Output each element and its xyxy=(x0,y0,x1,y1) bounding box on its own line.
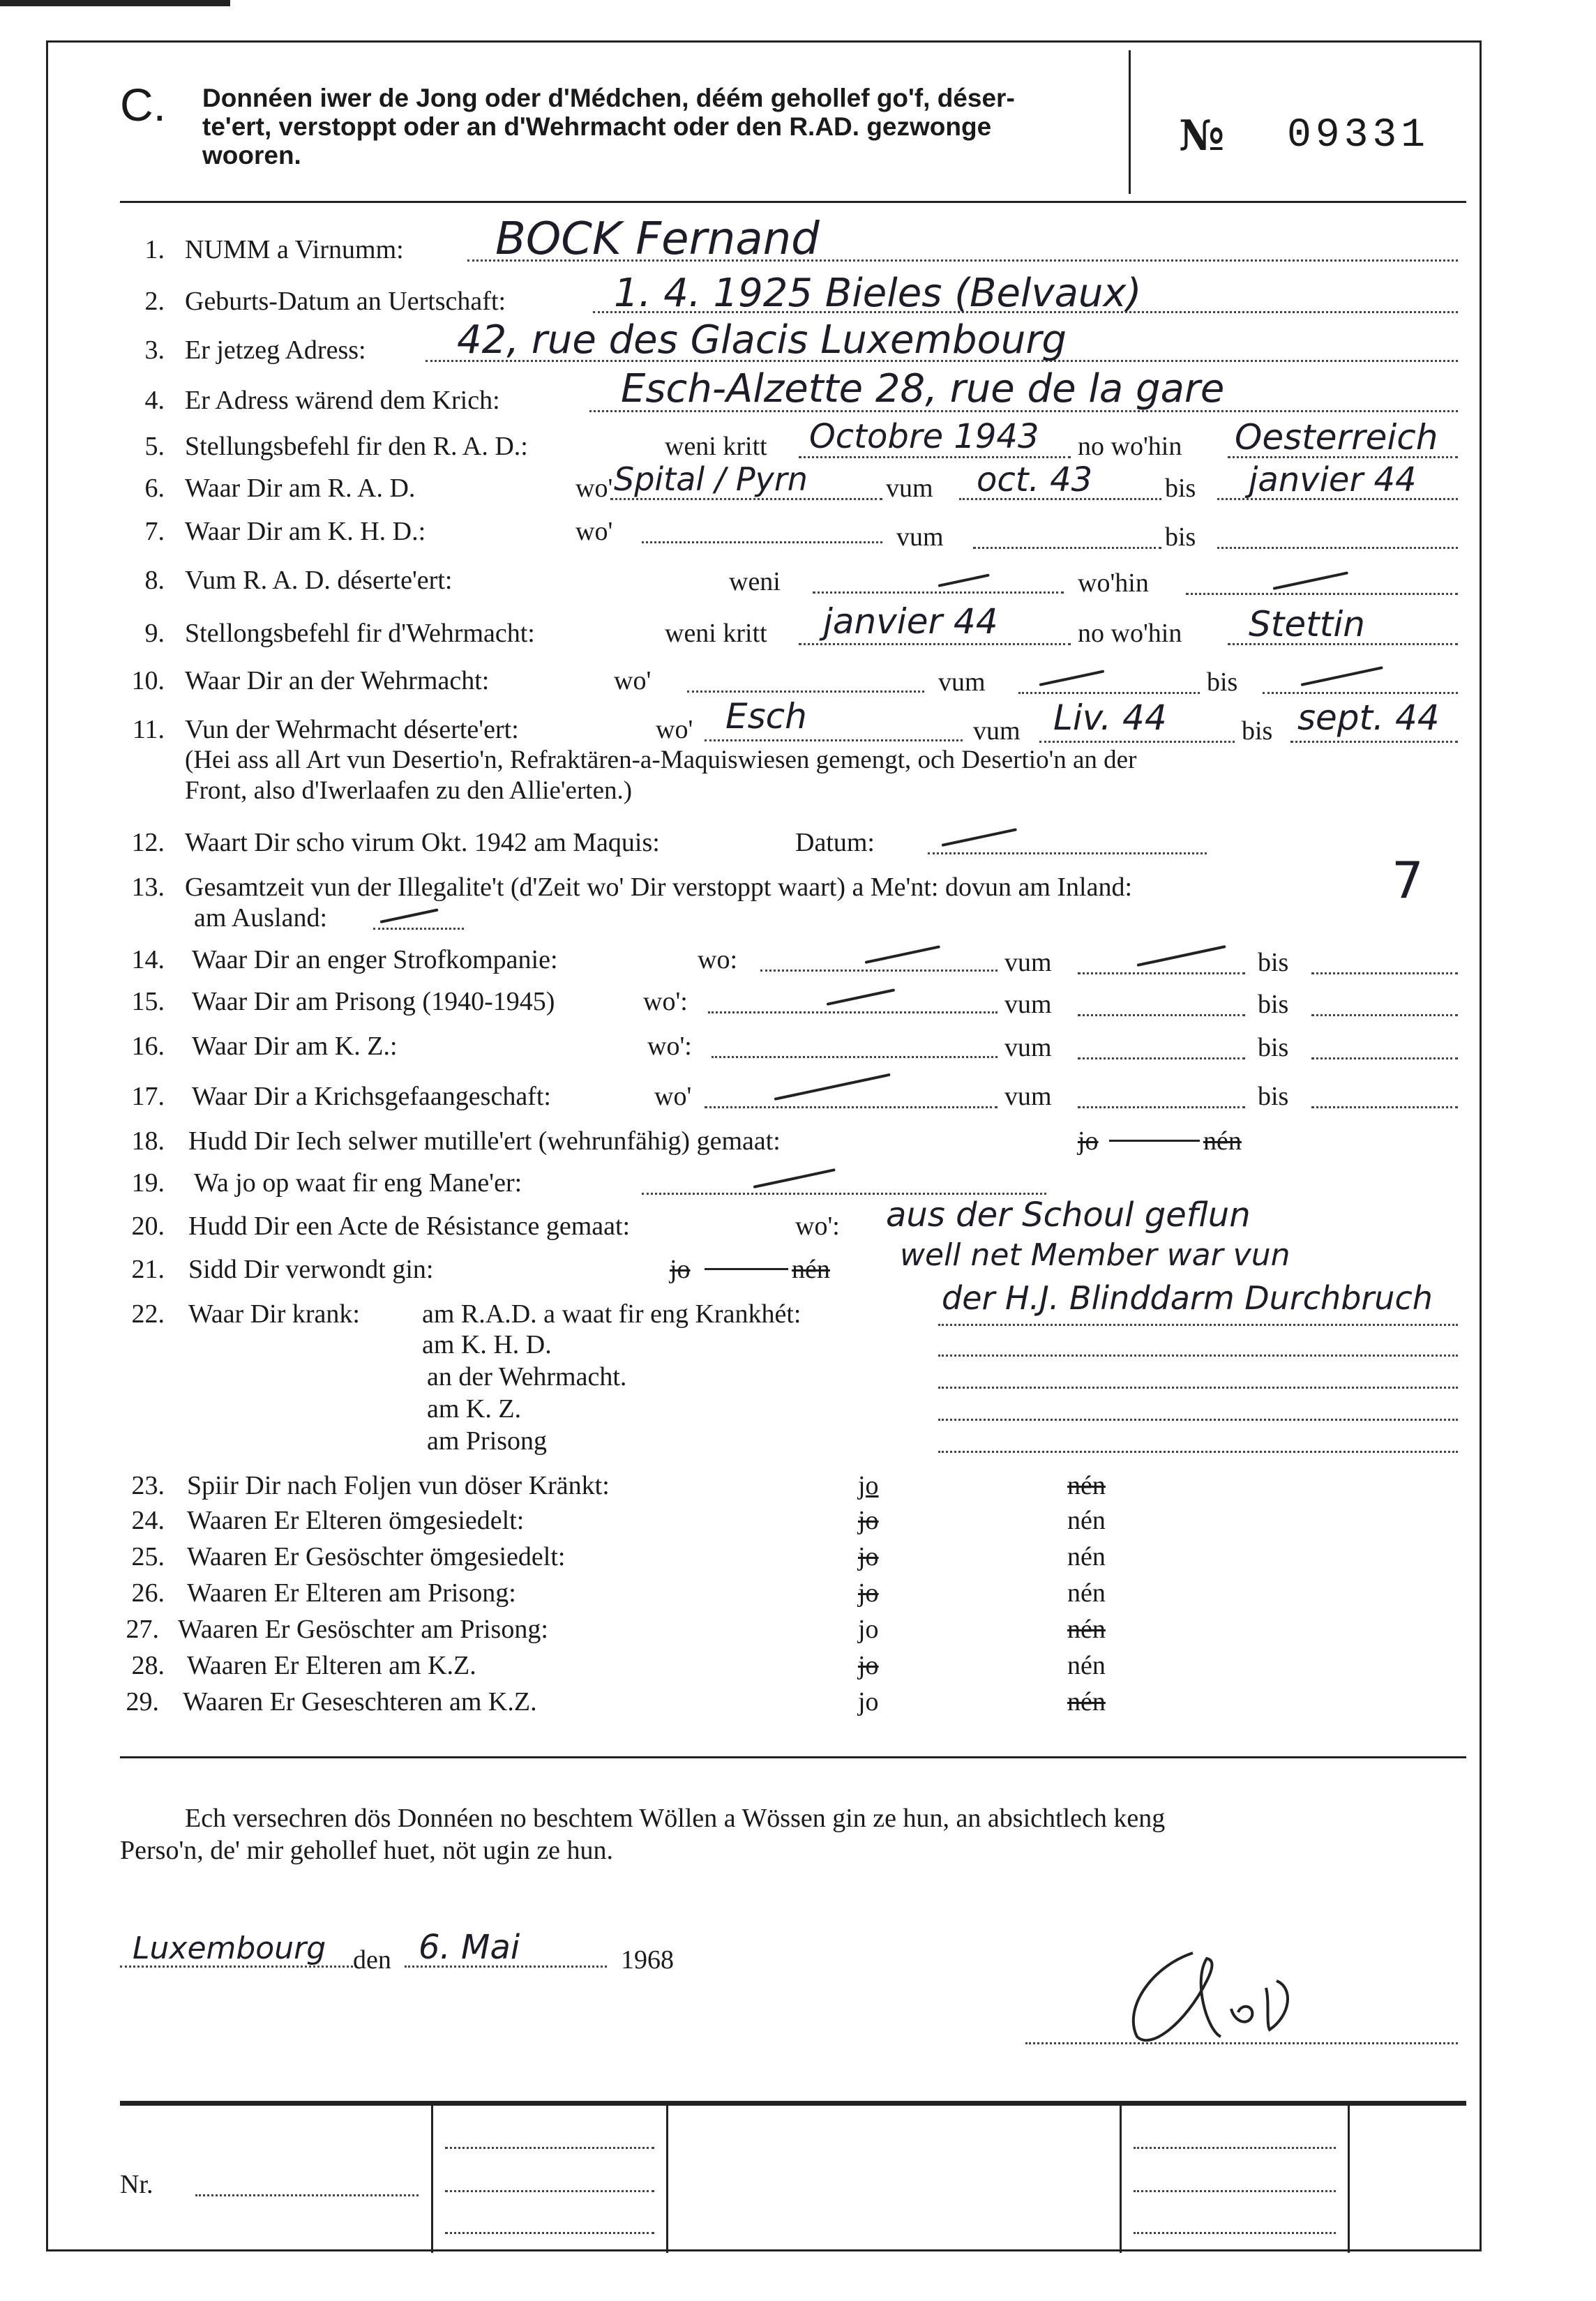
row-8-label: Vum R. A. D. déserte'ert: xyxy=(185,566,453,595)
row-26-jo: jo xyxy=(858,1578,879,1608)
row-27-label: Waaren Er Gesöschter am Prisong: xyxy=(178,1615,548,1644)
row-21-answer: well net Member war vun xyxy=(900,1237,1290,1273)
row-6-label: Waar Dir am R. A. D. xyxy=(185,474,416,503)
row-15-wo-label: wo': xyxy=(643,987,688,1016)
row-6-bis-answer: janvier 44 xyxy=(1249,460,1417,499)
row-14-bis-line xyxy=(1311,972,1458,974)
footer-cell-line-1 xyxy=(445,2147,654,2149)
row-25-number: 25. xyxy=(131,1542,165,1571)
row-26-number: 26. xyxy=(131,1578,165,1608)
row-16-bis-line xyxy=(1311,1057,1458,1059)
row-12-label: Waart Dir scho virum Okt. 1942 am Maquis: xyxy=(185,828,660,857)
row-12-datum-label: Datum: xyxy=(795,828,875,857)
footer-nr-label: Nr. xyxy=(120,2170,153,2199)
row-11-wo-label: wo' xyxy=(656,715,693,744)
declaration-line-1: Ech versechren dös Donnéen no beschtem Wöllen a Wössen gin ze hun, an absichtlech keng xyxy=(185,1804,1166,1833)
row-18-strike-line xyxy=(1109,1140,1200,1142)
row-11-vum-line xyxy=(1039,741,1235,743)
footer-col-1 xyxy=(431,2105,433,2253)
row-22-sub-2: an der Wehrmacht. xyxy=(427,1362,627,1391)
row-28-nen: nén xyxy=(1067,1651,1106,1680)
row-6-wo-line xyxy=(610,498,882,500)
row-15-vum-label: vum xyxy=(1004,990,1052,1019)
row-13-line-2: am Ausland: xyxy=(194,903,328,933)
row-6-vum-answer: oct. 43 xyxy=(977,460,1093,499)
row-22-line-0 xyxy=(938,1324,1458,1326)
place-answer: Luxembourg xyxy=(133,1931,326,1966)
row-17-vum-line xyxy=(1078,1106,1245,1108)
row-28-number: 28. xyxy=(131,1651,165,1680)
footer-col-4 xyxy=(1348,2105,1350,2253)
row-12-datum-line xyxy=(928,852,1207,854)
row-11-label: Vun der Wehrmacht déserte'ert: xyxy=(185,715,519,744)
row-4-label: Er Adress wärend dem Krich: xyxy=(185,386,500,415)
row-9-label: Stellongsbefehl fir d'Wehrmacht: xyxy=(185,619,535,648)
row-10-wo-label: wo' xyxy=(614,666,652,695)
row-29-jo: jo xyxy=(858,1687,879,1717)
title-line-3: wooren. xyxy=(202,141,301,169)
row-28-label: Waaren Er Elteren am K.Z. xyxy=(187,1651,476,1680)
row-11-vum-label: vum xyxy=(973,716,1021,746)
row-17-bis-line xyxy=(1311,1106,1458,1108)
row-22-answer: der H.J. Blinddarm Durchbruch xyxy=(942,1279,1433,1317)
row-19-line xyxy=(642,1193,1046,1195)
row-9-where-answer: Stettin xyxy=(1249,604,1365,644)
row-7-wo-label: wo' xyxy=(575,517,613,546)
row-20-label: Hudd Dir een Acte de Résistance gemaat: xyxy=(188,1212,631,1241)
row-16-wo-line xyxy=(712,1056,998,1058)
row-24-label: Waaren Er Elteren ömgesiedelt: xyxy=(187,1506,525,1535)
den-label: den xyxy=(353,1945,391,1975)
declaration-line-2: Perso'n, de' mir gehollef huet, nöt ugin ze hun. xyxy=(120,1836,614,1865)
row-11-number: 11. xyxy=(132,715,165,744)
footer-nr-line xyxy=(195,2194,419,2196)
row-7-label: Waar Dir am K. H. D.: xyxy=(185,517,426,546)
row-23-jo: jo xyxy=(858,1471,879,1500)
number-symbol: № xyxy=(1179,112,1225,160)
row-7-wo-line xyxy=(642,541,882,543)
row-16-label: Waar Dir am K. Z.: xyxy=(192,1032,398,1061)
row-22-number: 22. xyxy=(131,1299,165,1329)
row-15-vum-line xyxy=(1078,1014,1245,1016)
row-3-answer: 42, rue des Glacis Luxembourg xyxy=(457,317,1067,363)
row-16-number: 16. xyxy=(131,1032,165,1061)
row-6-bis-label: bis xyxy=(1165,474,1196,503)
row-11-wo-line xyxy=(705,739,963,741)
row-9-number: 9. xyxy=(144,619,165,648)
row-15-number: 15. xyxy=(131,987,165,1016)
date-answer: 6. Mai xyxy=(419,1928,520,1967)
footer-cell-line-4 xyxy=(1134,2147,1336,2149)
row-4-answer: Esch-Alzette 28, rue de la gare xyxy=(621,366,1225,412)
row-9-when-line xyxy=(799,643,1071,645)
row-19-number: 19. xyxy=(131,1168,165,1198)
row-7-bis-label: bis xyxy=(1165,522,1196,552)
row-10-wo-line xyxy=(687,691,924,693)
row-23-nen: nén xyxy=(1067,1471,1106,1500)
row-26-label: Waaren Er Elteren am Prisong: xyxy=(187,1578,516,1608)
declaration-rule xyxy=(120,1756,1466,1758)
row-15-label: Waar Dir am Prisong (1940-1945) xyxy=(192,987,555,1016)
row-21-jo: jo xyxy=(670,1255,691,1284)
row-11-note-line-2: Front, also d'Iwerlaafen zu den Allie'erten.) xyxy=(185,776,633,805)
row-16-vum-line xyxy=(1078,1057,1245,1059)
row-22-sub-0: am R.A.D. a waat fir eng Krankhét: xyxy=(422,1299,801,1329)
row-11-bis-label: bis xyxy=(1242,716,1273,746)
row-16-wo-label: wo': xyxy=(647,1032,692,1061)
footer-cell-line-3 xyxy=(445,2232,654,2234)
row-18-label: Hudd Dir Iech selwer mutille'ert (wehrunfähig) gemaat: xyxy=(188,1126,781,1156)
row-8-number: 8. xyxy=(144,566,165,595)
row-22-line-2 xyxy=(938,1387,1458,1389)
row-11-wo-answer: Esch xyxy=(725,696,807,737)
row-28-jo: jo xyxy=(858,1651,879,1680)
footer-col-2 xyxy=(666,2105,668,2253)
row-13-label: Gesamtzeit vun der Illegalite't (d'Zeit wo' Dir verstoppt waart) a Me'nt: dovun am Inland: xyxy=(185,873,1133,902)
row-22-sub-4: am Prisong xyxy=(427,1426,548,1456)
row-15-bis-label: bis xyxy=(1258,990,1289,1019)
row-10-bis-line xyxy=(1263,692,1458,694)
row-5-when-line xyxy=(799,456,1071,458)
row-27-jo: jo xyxy=(858,1615,879,1644)
footer-cell-line-6 xyxy=(1134,2232,1336,2234)
row-14-number: 14. xyxy=(131,945,165,974)
row-1-label: NUMM a Virnumm: xyxy=(185,235,404,264)
row-26-nen: nén xyxy=(1067,1578,1106,1608)
row-23-label: Spiir Dir nach Foljen vun döser Kränkt: xyxy=(187,1471,610,1500)
row-14-wo-line xyxy=(760,970,998,972)
row-22-line-3 xyxy=(938,1419,1458,1421)
row-20-number: 20. xyxy=(131,1212,165,1241)
row-1-number: 1. xyxy=(144,235,165,264)
row-16-bis-label: bis xyxy=(1258,1033,1289,1062)
row-10-vum-line xyxy=(1018,692,1200,694)
row-25-label: Waaren Er Gesöschter ömgesiedelt: xyxy=(187,1542,566,1571)
row-17-number: 17. xyxy=(131,1082,165,1111)
row-19-label: Wa jo op waat fir eng Mane'er: xyxy=(194,1168,522,1198)
row-27-nen: nén xyxy=(1067,1615,1106,1644)
row-17-wo-label: wo' xyxy=(654,1082,692,1111)
row-11-bis-answer: sept. 44 xyxy=(1297,697,1440,738)
row-13-inland-answer: 7 xyxy=(1392,851,1424,910)
row-7-vum-line xyxy=(973,547,1161,549)
row-9-when-label: weni kritt xyxy=(665,619,767,648)
row-22-label: Waar Dir krank: xyxy=(188,1299,360,1329)
row-15-wo-line xyxy=(708,1011,998,1013)
row-6-vum-label: vum xyxy=(886,474,933,503)
row-18-nen: nén xyxy=(1203,1126,1242,1156)
row-8-wohin-line xyxy=(1186,593,1458,595)
row-13-ausland-line xyxy=(373,928,464,930)
row-20-answer: aus der Schoul geflun xyxy=(886,1195,1251,1235)
row-24-nen: nén xyxy=(1067,1506,1106,1535)
row-24-jo: jo xyxy=(858,1506,879,1535)
row-10-bis-label: bis xyxy=(1207,667,1238,697)
row-24-number: 24. xyxy=(131,1506,165,1535)
row-7-vum-label: vum xyxy=(896,522,944,552)
signature-text xyxy=(1186,1995,1187,1996)
row-17-bis-label: bis xyxy=(1258,1082,1289,1111)
row-17-vum-label: vum xyxy=(1004,1082,1052,1111)
row-3-label: Er jetzeg Adress: xyxy=(185,335,366,365)
row-14-label: Waar Dir an enger Strofkompanie: xyxy=(192,945,558,974)
row-25-nen: nén xyxy=(1067,1542,1106,1571)
row-5-where-label: no wo'hin xyxy=(1078,432,1182,461)
row-10-label: Waar Dir an der Wehrmacht: xyxy=(185,666,490,695)
row-11-bis-line xyxy=(1290,741,1458,743)
row-16-vum-label: vum xyxy=(1004,1033,1052,1062)
row-25-jo: jo xyxy=(858,1542,879,1571)
row-5-number: 5. xyxy=(144,432,165,461)
row-23-number: 23. xyxy=(131,1471,165,1500)
row-29-label: Waaren Er Geseschteren am K.Z. xyxy=(183,1687,537,1717)
row-27-number: 27. xyxy=(126,1615,159,1644)
row-5-when-label: weni kritt xyxy=(665,432,767,461)
row-29-nen: nén xyxy=(1067,1687,1106,1717)
footer-cell-line-2 xyxy=(445,2190,654,2192)
top-edge-bar xyxy=(0,0,230,6)
footer-cell-line-5 xyxy=(1134,2190,1336,2192)
row-1-answer: BOCK Fernand xyxy=(495,213,820,265)
header-divider xyxy=(1129,50,1131,194)
row-12-number: 12. xyxy=(131,828,165,857)
row-17-wo-line xyxy=(705,1106,998,1108)
row-14-wo-label: wo: xyxy=(698,945,737,974)
row-18-number: 18. xyxy=(131,1126,165,1156)
row-13-number: 13. xyxy=(131,873,165,902)
row-14-vum-line xyxy=(1078,972,1245,974)
section-title xyxy=(202,84,1015,169)
row-22-sub-3: am K. Z. xyxy=(427,1394,522,1424)
header-rule xyxy=(120,201,1466,203)
row-15-bis-line xyxy=(1311,1014,1458,1016)
row-4-number: 4. xyxy=(144,386,165,415)
row-14-bis-label: bis xyxy=(1258,948,1289,977)
row-2-answer: 1. 4. 1925 Bieles (Belvaux) xyxy=(614,271,1142,316)
section-letter: C. xyxy=(120,79,166,130)
row-21-nen: nén xyxy=(792,1255,830,1284)
row-2-label: Geburts-Datum an Uertschaft: xyxy=(185,287,506,316)
row-21-strike-line xyxy=(705,1268,788,1270)
row-22-sub-1: am K. H. D. xyxy=(422,1330,552,1359)
row-17-label: Waar Dir a Krichsgefaangeschaft: xyxy=(192,1082,551,1111)
row-5-where-answer: Oesterreich xyxy=(1235,417,1438,458)
year-text: 1968 xyxy=(621,1945,674,1975)
row-22-line-1 xyxy=(938,1355,1458,1357)
footer-col-3 xyxy=(1120,2105,1122,2253)
row-10-vum-label: vum xyxy=(938,667,986,697)
row-9-where-label: no wo'hin xyxy=(1078,619,1182,648)
row-7-number: 7. xyxy=(144,517,165,546)
row-5-label: Stellungsbefehl fir den R. A. D.: xyxy=(185,432,528,461)
row-6-wo-label: wo' xyxy=(575,474,613,503)
row-2-number: 2. xyxy=(144,287,165,316)
row-3-number: 3. xyxy=(144,335,165,365)
row-9-when-answer: janvier 44 xyxy=(823,601,998,642)
row-29-number: 29. xyxy=(126,1687,159,1717)
row-8-wohin-label: wo'hin xyxy=(1078,568,1149,598)
footer-top-rule xyxy=(120,2101,1466,2106)
row-6-number: 6. xyxy=(144,474,165,503)
signature-drawing xyxy=(1109,1939,1318,2051)
row-21-number: 21. xyxy=(131,1255,165,1284)
title-line-2: te'ert, verstoppt oder an d'Wehrmacht oder den R.AD. gezwonge xyxy=(202,112,992,141)
row-5-when-answer: Octobre 1943 xyxy=(809,417,1039,456)
row-6-wo-answer: Spital / Pyrn xyxy=(614,460,808,498)
row-22-line-4 xyxy=(938,1451,1458,1453)
form-number: 09331 xyxy=(1287,113,1430,158)
row-14-vum-label: vum xyxy=(1004,948,1052,977)
row-8-weni-label: weni xyxy=(729,567,781,596)
row-8-weni-line xyxy=(813,591,1064,594)
row-11-vum-answer: Liv. 44 xyxy=(1053,697,1167,738)
row-10-number: 10. xyxy=(131,666,165,695)
row-11-note-line-1: (Hei ass all Art vun Desertio'n, Refraktären-a-Maquiswiesen gemengt, och Desertio'n an der xyxy=(185,746,1137,774)
row-18-jo: jo xyxy=(1078,1126,1099,1156)
row-7-bis-line xyxy=(1217,547,1458,549)
row-21-label: Sidd Dir verwondt gin: xyxy=(188,1255,434,1284)
row-20-wo-label: wo': xyxy=(795,1212,840,1241)
title-line-1: Donnéen iwer de Jong oder d'Médchen, déém gehollef go'f, déser- xyxy=(202,84,1015,112)
